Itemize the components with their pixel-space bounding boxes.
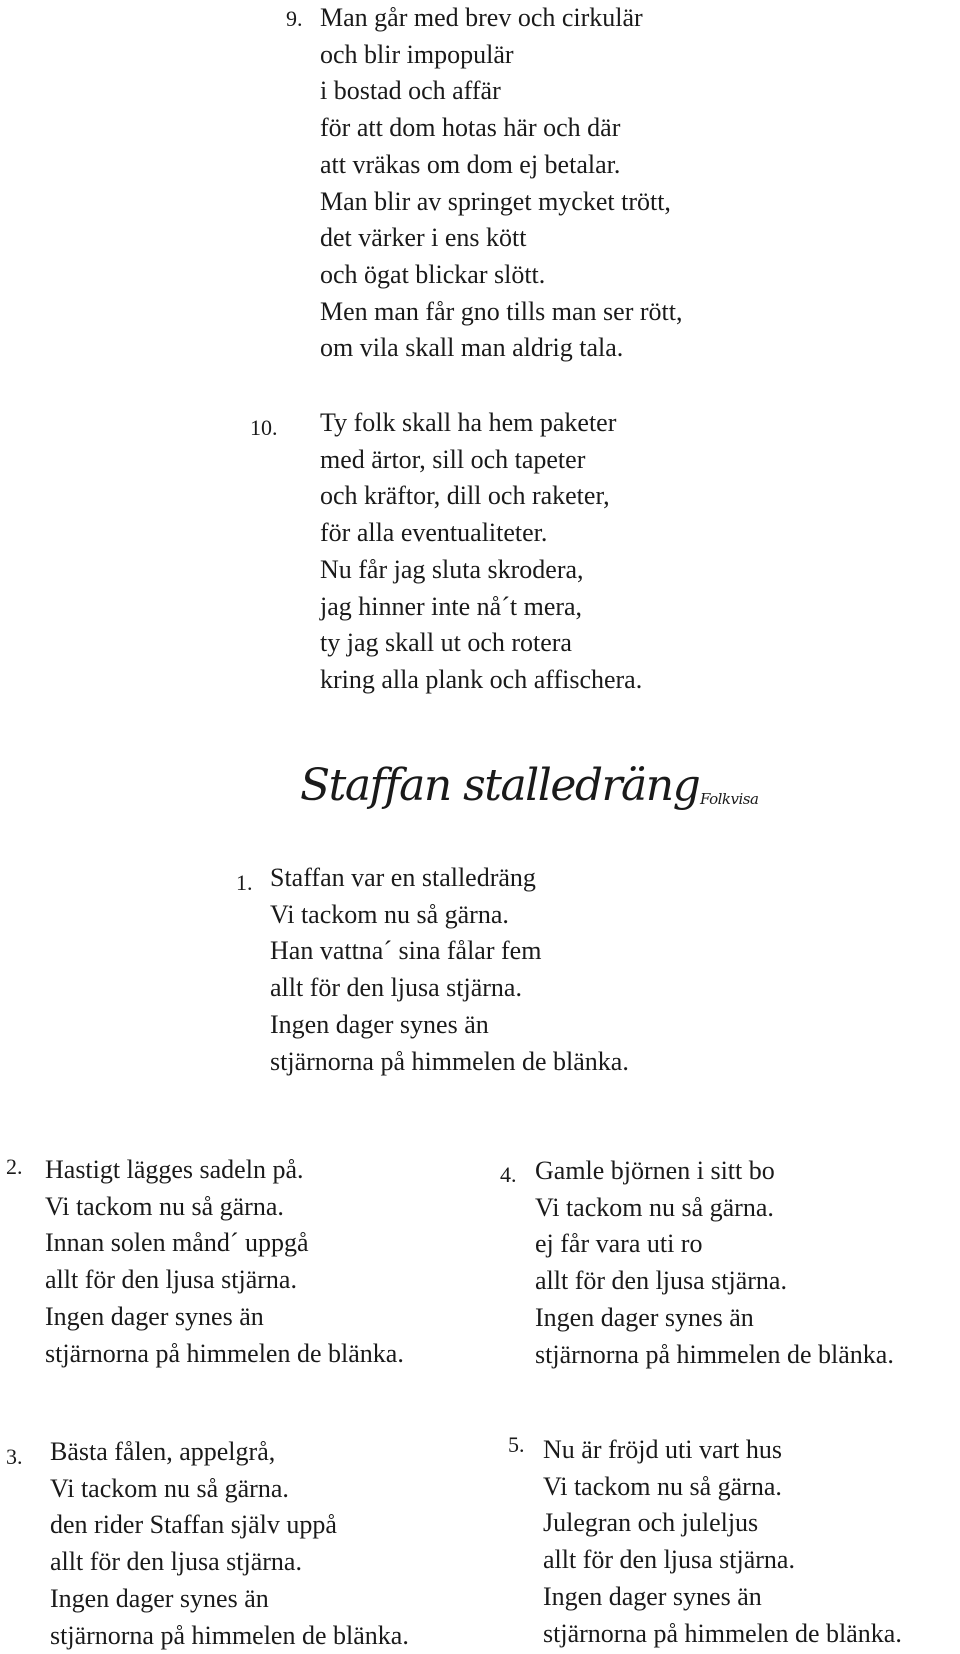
- verse-line: stjärnorna på himmelen de blänka.: [45, 1338, 404, 1368]
- verse-line: Julegran och juleljus: [543, 1508, 759, 1538]
- verse-line: Staffan var en stalledräng: [270, 863, 536, 892]
- verse-line: stjärnorna på himmelen de blänka.: [50, 1620, 409, 1650]
- verse-line: allt för den ljusa stjärna.: [45, 1265, 297, 1295]
- verse-line: med ärtor, sill och tapeter: [320, 444, 586, 474]
- stanza-lines: [45, 1152, 404, 1372]
- verse-line: ty jag skall ut och rotera: [320, 628, 572, 658]
- verse-line: och kräftor, dill och raketer,: [320, 481, 610, 511]
- verse-line: Ty folk skall ha hem paketer: [320, 408, 617, 437]
- verse-line: Han vattna´ sina fålar fem: [270, 936, 542, 966]
- verse-line: den rider Staffan själv uppå: [50, 1510, 337, 1540]
- stanza-lines: [320, 0, 682, 367]
- verse-line: Innan solen månd´ uppgå: [45, 1228, 309, 1258]
- verse-line: Gamle björnen i sitt bo: [535, 1156, 775, 1185]
- verse-line: det värker i ens kött: [320, 223, 527, 253]
- verse-line: allt för den ljusa stjärna.: [543, 1545, 795, 1575]
- stanza-number: 10.: [250, 415, 278, 440]
- verse-line: ej får vara uti ro: [535, 1229, 703, 1259]
- verse-line: och blir impopulär: [320, 39, 514, 69]
- stanza-lines: [320, 405, 642, 699]
- verse-line: allt för den ljusa stjärna.: [535, 1266, 787, 1296]
- stanza-number: 4.: [500, 1162, 517, 1187]
- verse-line: kring alla plank och affischera.: [320, 664, 643, 694]
- verse-line: Nu är fröjd uti vart hus: [543, 1435, 783, 1464]
- verse-line: jag hinner inte nå´t mera,: [320, 591, 583, 621]
- song-title: Staffan stalledräng: [300, 760, 700, 811]
- verse-line: allt för den ljusa stjärna.: [270, 973, 522, 1003]
- verse-line: att vräkas om dom ej betalar.: [320, 149, 621, 179]
- verse-line: Nu får jag sluta skrodera,: [320, 554, 584, 584]
- verse-line: Vi tackom nu så gärna.: [50, 1473, 289, 1503]
- verse-line: Hastigt lägges sadeln på.: [45, 1155, 304, 1184]
- verse-line: stjärnorna på himmelen de blänka.: [543, 1618, 902, 1648]
- verse-line: i bostad och affär: [320, 76, 501, 106]
- verse-line: Vi tackom nu så gärna.: [535, 1192, 774, 1222]
- stanza-number: 1.: [236, 870, 253, 895]
- verse-line: stjärnorna på himmelen de blänka.: [535, 1339, 894, 1369]
- stanza-number: 9.: [286, 6, 303, 31]
- verse-line: för alla eventualiteter.: [320, 518, 548, 548]
- stanza-lines: [543, 1432, 902, 1652]
- stanza-lines: [270, 860, 629, 1080]
- verse-line: och ögat blickar slött.: [320, 259, 546, 289]
- song-subtitle: Folkvisa: [700, 790, 759, 808]
- verse-line: Vi tackom nu så gärna.: [270, 899, 509, 929]
- stanza-lines: [50, 1434, 409, 1654]
- verse-line: Vi tackom nu så gärna.: [543, 1471, 782, 1501]
- stanza-number: 5.: [508, 1432, 525, 1457]
- verse-line: om vila skall man aldrig tala.: [320, 333, 624, 363]
- verse-line: Ingen dager synes än: [270, 1009, 489, 1039]
- verse-line: Ingen dager synes än: [543, 1581, 762, 1611]
- verse-line: Man går med brev och cirkulär: [320, 3, 643, 32]
- verse-line: Men man får gno tills man ser rött,: [320, 296, 683, 326]
- verse-line: för att dom hotas här och där: [320, 113, 621, 143]
- stanza-number: 3.: [6, 1444, 23, 1469]
- verse-line: Ingen dager synes än: [535, 1302, 754, 1332]
- verse-line: Man blir av springet mycket trött,: [320, 186, 671, 216]
- verse-line: Vi tackom nu så gärna.: [45, 1191, 284, 1221]
- verse-line: allt för den ljusa stjärna.: [50, 1547, 302, 1577]
- verse-line: Ingen dager synes än: [45, 1301, 264, 1331]
- verse-line: Bästa fålen, appelgrå,: [50, 1437, 276, 1466]
- stanza-number: 2.: [6, 1154, 23, 1179]
- verse-line: Ingen dager synes än: [50, 1583, 269, 1613]
- verse-line: stjärnorna på himmelen de blänka.: [270, 1046, 629, 1076]
- stanza-lines: [535, 1153, 894, 1373]
